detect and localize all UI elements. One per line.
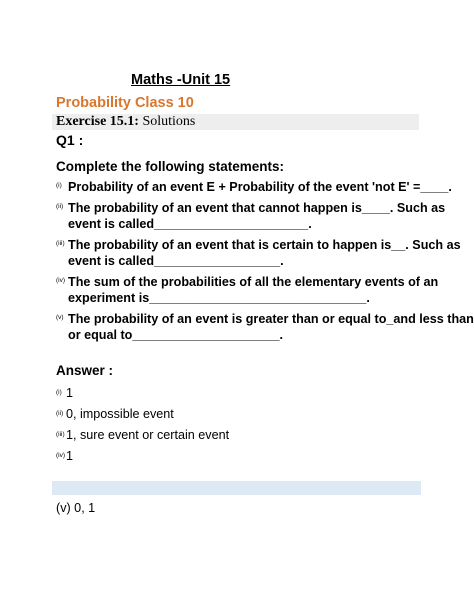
divider-band: [52, 481, 421, 495]
statement-marker: (v): [56, 314, 64, 321]
document-title: Maths -Unit 15: [131, 72, 231, 88]
answer-marker: (ii): [56, 410, 64, 417]
question-label: Q1 :: [56, 132, 84, 148]
exercise-rest: Solutions: [138, 114, 196, 129]
answer-marker: (iv): [56, 452, 66, 459]
exercise-label: Exercise 15.1:: [56, 114, 139, 129]
document-subtitle: Probability Class 10: [56, 95, 194, 111]
statement-text: Probability of an event E + Probability of the event 'not E' =____.: [68, 180, 452, 194]
answer-text: 0, impossible event: [66, 407, 174, 421]
answer-marker: (iii): [56, 431, 65, 438]
answer-marker: (i): [56, 389, 62, 396]
statement-item: [56, 274, 474, 306]
answer-item: [56, 385, 229, 406]
statement-marker: (iii): [56, 240, 65, 247]
statement-item: [56, 237, 474, 269]
statement-marker: (i): [56, 182, 62, 189]
statement-list: [56, 179, 474, 348]
answer-v: (v) 0, 1: [56, 501, 96, 515]
statement-item: [56, 179, 474, 195]
statement-text: The probability of an event is greater than or equal to_and less than or equal to_____________________.: [68, 312, 474, 342]
exercise-heading: [56, 114, 195, 130]
answer-label: Answer :: [56, 363, 114, 378]
statement-text: The sum of the probabilities of all the elementary events of an experiment is_______________________________.: [68, 275, 439, 305]
statement-marker: (iv): [56, 277, 66, 284]
statement-text: The probability of an event that cannot happen is____. Such as event is called______________________.: [68, 201, 446, 231]
answer-item: [56, 406, 229, 427]
answer-item: [56, 448, 229, 469]
instruction-text: Complete the following statements:: [56, 159, 285, 174]
statement-item: [56, 311, 474, 343]
answer-text: 1: [66, 449, 74, 463]
answer-item: [56, 427, 229, 448]
answer-list: [56, 385, 229, 469]
statement-item: [56, 200, 474, 232]
statement-text: The probability of an event that is certain to happen is__. Such as event is called__________________.: [68, 238, 461, 268]
answer-text: 1, sure event or certain event: [66, 428, 230, 442]
statement-marker: (ii): [56, 203, 64, 210]
answer-text: 1: [66, 386, 74, 400]
